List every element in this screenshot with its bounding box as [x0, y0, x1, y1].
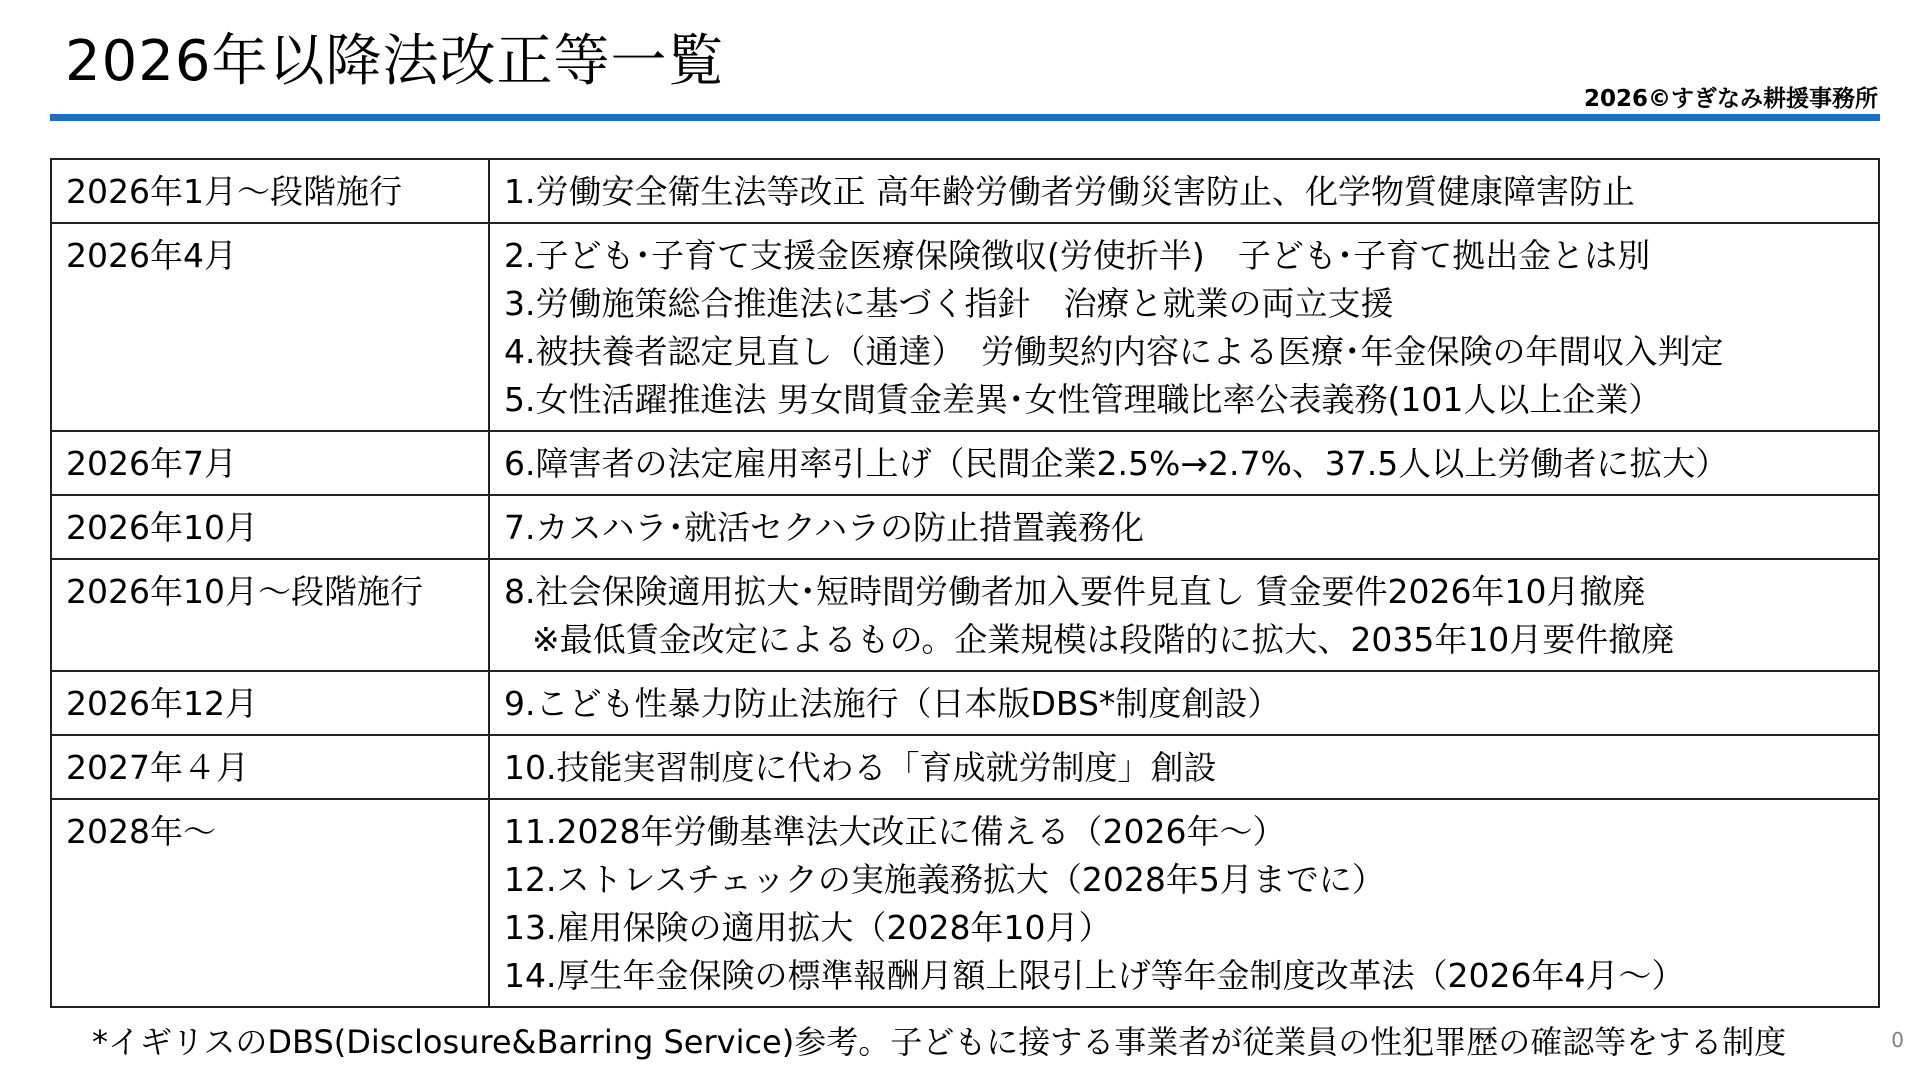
law-item: 11.2028年労働基準法大改正に備える（2026年～） — [504, 812, 1286, 851]
date-cell: 2027年４月 — [51, 735, 489, 799]
page-number: 0 — [1891, 1028, 1904, 1052]
law-item: 14.厚生年金保険の標準報酬月額上限引上げ等年金制度改革法（2026年4月～） — [504, 956, 1685, 995]
date-cell: 2028年～ — [51, 799, 489, 1007]
table-row — [51, 559, 1879, 671]
date-cell: 2026年4月 — [51, 223, 489, 431]
law-item: 6.障害者の法定雇用率引上げ（民間企業2.5%→2.7%、37.5人以上労働者に拡大） — [504, 444, 1729, 483]
law-item: 5.女性活躍推進法 男女間賃金差異･女性管理職比率公表義務(101人以上企業） — [504, 380, 1662, 419]
law-item: 1.労働安全衛生法等改正 高年齢労働者労働災害防止、化学物質健康障害防止 — [504, 172, 1635, 211]
content-cell — [489, 559, 1879, 671]
date-cell: 2026年12月 — [51, 671, 489, 735]
law-item: 7.カスハラ･就活セクハラの防止措置義務化 — [504, 508, 1145, 547]
law-item: 10.技能実習制度に代わる「育成就労制度」創設 — [504, 748, 1217, 787]
law-item: 4.被扶養者認定見直し（通達） 労働契約内容による医療･年金保険の年間収入判定 — [504, 332, 1724, 371]
footnote: *イギリスのDBS(Disclosure&Barring Service)参考。子どもに接する事業者が従業員の性犯罪歴の確認等をする制度 — [92, 1023, 1787, 1061]
table-row — [51, 799, 1879, 1007]
table-row — [51, 223, 1879, 431]
law-item: 9.こども性暴力防止法施行（日本版DBS*制度創設） — [504, 684, 1281, 723]
content-cell — [489, 159, 1879, 223]
date-cell: 2026年10月～段階施行 — [51, 559, 489, 671]
law-item: 12.ストレスチェックの実施義務拡大（2028年5月までに） — [504, 860, 1385, 899]
title-divider — [50, 114, 1880, 121]
law-item: 8.社会保険適用拡大･短時間労働者加入要件見直し 賃金要件2026年10月撤廃 — [504, 572, 1646, 611]
law-item: 2.子ども･子育て支援金医療保険徴収(労使折半) 子ども･子育て拠出金とは別 — [504, 236, 1651, 275]
table-row — [51, 735, 1879, 799]
date-cell: 2026年7月 — [51, 431, 489, 495]
table-row — [51, 495, 1879, 559]
date-cell: 2026年1月～段階施行 — [51, 159, 489, 223]
date-cell: 2026年10月 — [51, 495, 489, 559]
table-row — [51, 431, 1879, 495]
copyright-notice: 2026©すぎなみ耕援事務所 — [1583, 86, 1878, 112]
content-cell — [489, 495, 1879, 559]
law-item: 3.労働施策総合推進法に基づく指針 治療と就業の両立支援 — [504, 284, 1394, 323]
content-cell — [489, 223, 1879, 431]
page-title: 2026年以降法改正等一覧 — [65, 29, 725, 94]
law-item-note: ※最低賃金改定によるもの。企業規模は段階的に拡大、2035年10月要件撤廃 — [532, 620, 1675, 659]
content-cell — [489, 735, 1879, 799]
table-row — [51, 159, 1879, 223]
content-cell — [489, 799, 1879, 1007]
law-revision-table — [50, 158, 1880, 1008]
law-item: 13.雇用保険の適用拡大（2028年10月） — [504, 908, 1112, 947]
content-cell — [489, 671, 1879, 735]
content-cell — [489, 431, 1879, 495]
table-row — [51, 671, 1879, 735]
